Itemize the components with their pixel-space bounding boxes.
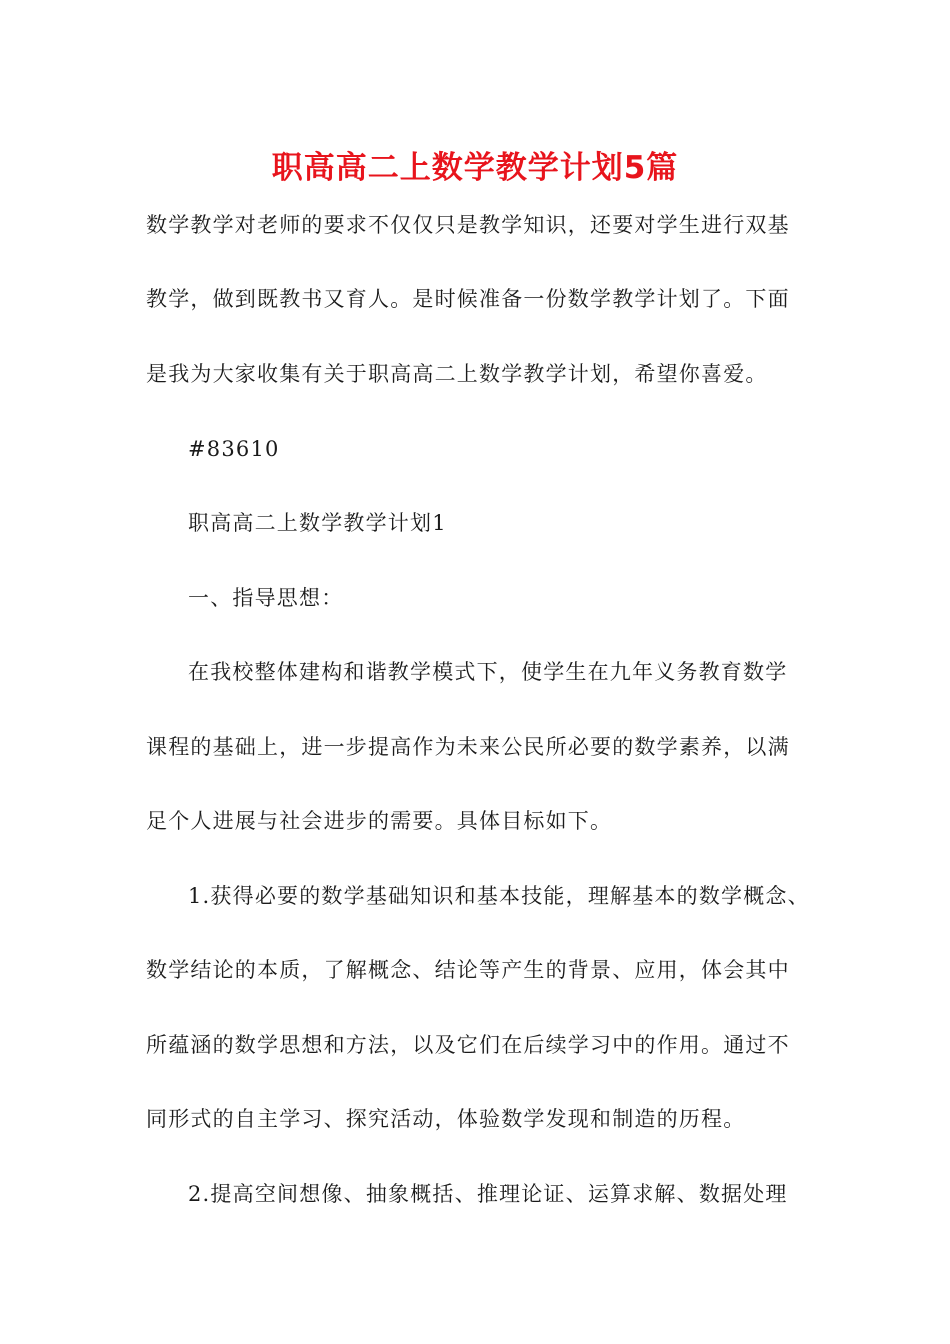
paragraph-line: 是我为大家收集有关于职高高二上数学教学计划，希望你喜爱。 — [146, 362, 768, 386]
subsection-heading: 一、指导思想： — [188, 586, 344, 610]
paragraph-line: 数学结论的本质，了解概念、结论等产生的背景、应用，体会其中 — [146, 958, 790, 982]
paragraph-line: 数学教学对老师的要求不仅仅只是教学知识，还要对学生进行双基 — [146, 213, 790, 237]
list-item-line: 1.获得必要的数学基础知识和基本技能，理解基本的数学概念、 — [188, 884, 810, 908]
paragraph-line: 所蕴涵的数学思想和方法，以及它们在后续学习中的作用。通过不 — [146, 1033, 790, 1057]
paragraph-line: 同形式的自主学习、探究活动，体验数学发现和制造的历程。 — [146, 1107, 746, 1131]
document-id: #83610 — [188, 437, 280, 461]
paragraph-line: 教学，做到既教书又育人。是时候准备一份数学教学计划了。下面 — [146, 287, 790, 311]
paragraph-line: 足个人进展与社会进步的需要。具体目标如下。 — [146, 809, 613, 833]
paragraph-line: 课程的基础上，进一步提高作为未来公民所必要的数学素养，以满 — [146, 735, 790, 759]
section-heading: 职高高二上数学教学计划1 — [188, 511, 447, 535]
paragraph-line: 在我校整体建构和谐教学模式下，使学生在九年义务教育数学 — [188, 660, 788, 684]
document-title: 职高高二上数学教学计划5篇 — [271, 150, 679, 186]
list-item-line: 2.提高空间想像、抽象概括、推理论证、运算求解、数据处理 — [188, 1182, 788, 1206]
